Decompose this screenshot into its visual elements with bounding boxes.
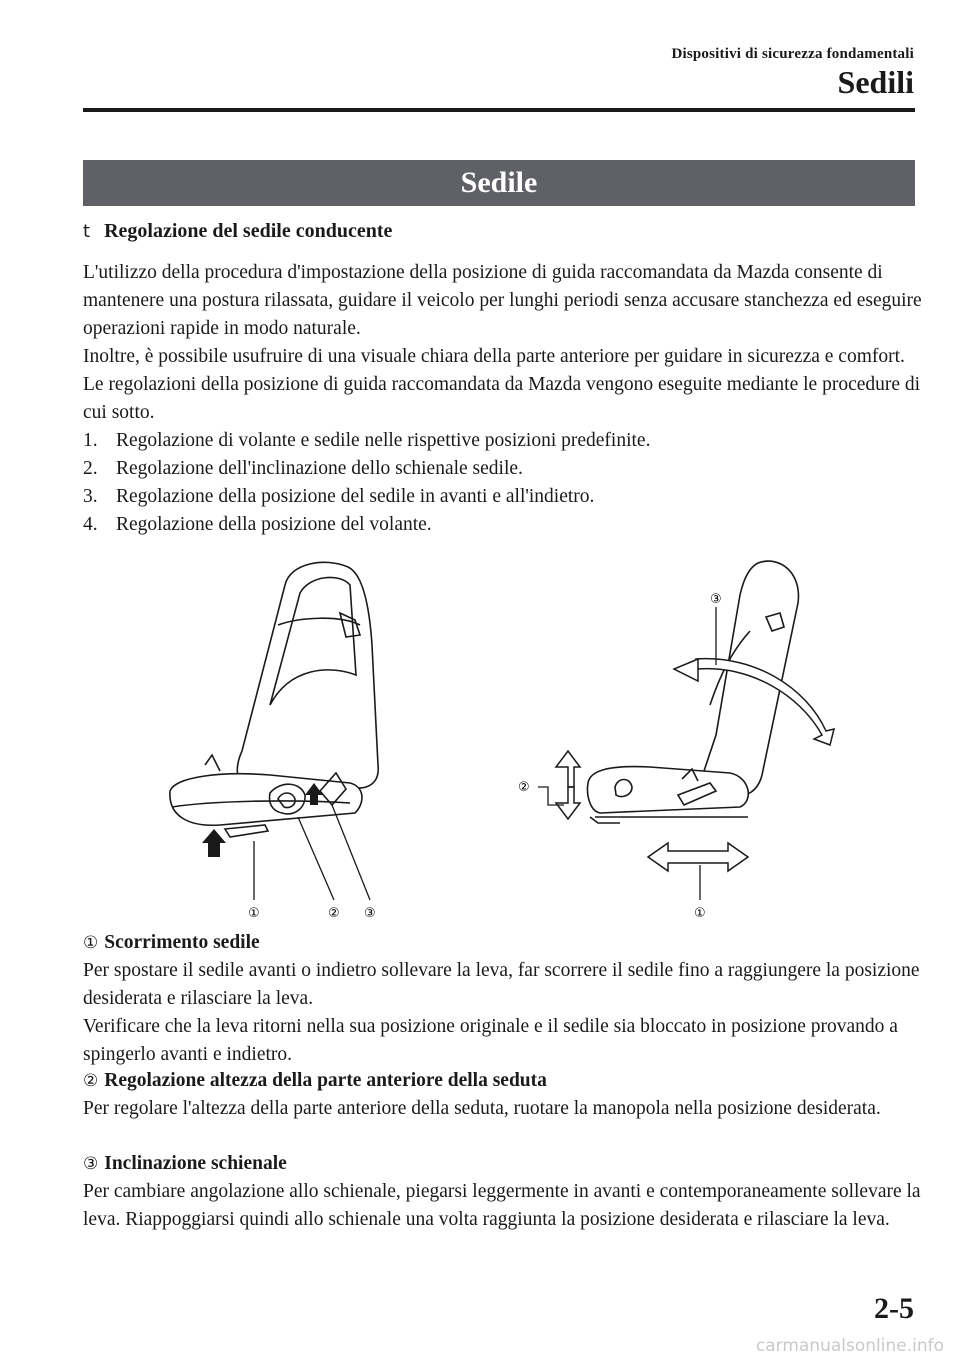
description-title-text: Regolazione altezza della parte anteriore della seduta [104, 1070, 547, 1091]
intro-paragraph: Le regolazioni della posizione di guida raccomandata da Mazda vengono eseguite mediante le procedure di cui sotto. [83, 374, 921, 423]
description-title [83, 1150, 923, 1178]
description-paragraph: Per cambiare angolazione allo schienale, piegarsi leggermente in avanti e contemporaneamente sollevare la leva. Riappoggiarsi quindi allo schienale una volta raggiunta la posizione desiderata e rilasciare la leva. [83, 1181, 921, 1230]
description-number: ① [83, 933, 99, 953]
description-seat-height [83, 1067, 923, 1123]
step-text: Regolazione di volante e sedile nelle rispettive posizioni predefinite. [116, 430, 651, 451]
step-text: Regolazione della posizione del sedile in avanti e all'indietro. [116, 486, 595, 507]
step-item [83, 511, 923, 539]
description-title [83, 1067, 923, 1095]
description-title-text: Scorrimento sedile [104, 932, 260, 953]
description-seatback-recline [83, 1150, 923, 1234]
description-paragraph: Per spostare il sedile avanti o indietro sollevare la leva, far scorrere il sedile fino a raggiungere la posizione desiderata e rilasciare la leva. [83, 960, 920, 1009]
seat-figure [150, 555, 850, 925]
left-callout-line-3 [332, 805, 370, 900]
double-arrow-horizontal-icon [648, 843, 748, 871]
description-paragraph: Per regolare l'altezza della parte anteriore della seduta, ruotare la manopola nella posizione desiderata. [83, 1098, 881, 1119]
seat-3quarter-illustration [170, 562, 378, 837]
header-chapter-title: Sedili [837, 64, 914, 100]
right-callout-3: ③ [710, 592, 722, 607]
step-item [83, 483, 923, 511]
subsection-heading [83, 220, 392, 243]
step-number: 2. [83, 458, 98, 479]
step-item [83, 455, 923, 483]
right-callout-2: ② [518, 780, 530, 795]
description-title [83, 929, 923, 957]
step-number: 4. [83, 514, 98, 535]
right-callout-1: ① [694, 906, 706, 921]
left-callout-line-2 [298, 817, 334, 900]
intro-paragraph: Inoltre, è possibile usufruire di una visuale chiara della parte anteriore per guidare in sicurezza e comfort. [83, 346, 905, 367]
description-number: ③ [83, 1154, 99, 1174]
step-text: Regolazione dell'inclinazione dello schienale sedile. [116, 458, 523, 479]
subsection-marker: t [83, 221, 91, 242]
steps-list [83, 427, 923, 539]
step-number: 1. [83, 430, 98, 451]
description-number: ② [83, 1071, 99, 1091]
header-section-label: Dispositivi di sicurezza fondamentali [671, 46, 914, 62]
description-seat-slide [83, 929, 923, 1069]
subsection-title: Regolazione del sedile conducente [104, 220, 393, 242]
description-paragraph: Verificare che la leva ritorni nella sua posizione originale e il sedile sia bloccato in posizione provando a spingerlo avanti e indietro. [83, 1016, 898, 1065]
left-callout-2: ② [328, 906, 340, 921]
step-item [83, 427, 923, 455]
description-title-text: Inclinazione schienale [104, 1153, 287, 1174]
left-callout-3: ③ [364, 906, 376, 921]
intro-paragraph: L'utilizzo della procedura d'impostazione della posizione di guida raccomandata da Mazda consente di mantenere una postura rilassata, guidare il veicolo per lunghi periodi senza accusare stanchezza ed eseguire operazioni rapide in modo naturale. [83, 262, 922, 339]
intro-text [83, 259, 923, 539]
seat-side-illustration [588, 561, 799, 823]
watermark: carmanualsonline.info [755, 1336, 944, 1356]
header-rule [83, 108, 915, 112]
step-text: Regolazione della posizione del volante. [116, 514, 432, 535]
double-arrow-vertical-icon [556, 751, 580, 819]
step-number: 3. [83, 486, 98, 507]
section-banner: Sedile [83, 160, 915, 206]
left-callout-1: ① [248, 906, 260, 921]
page-number: 2-5 [874, 1292, 914, 1325]
